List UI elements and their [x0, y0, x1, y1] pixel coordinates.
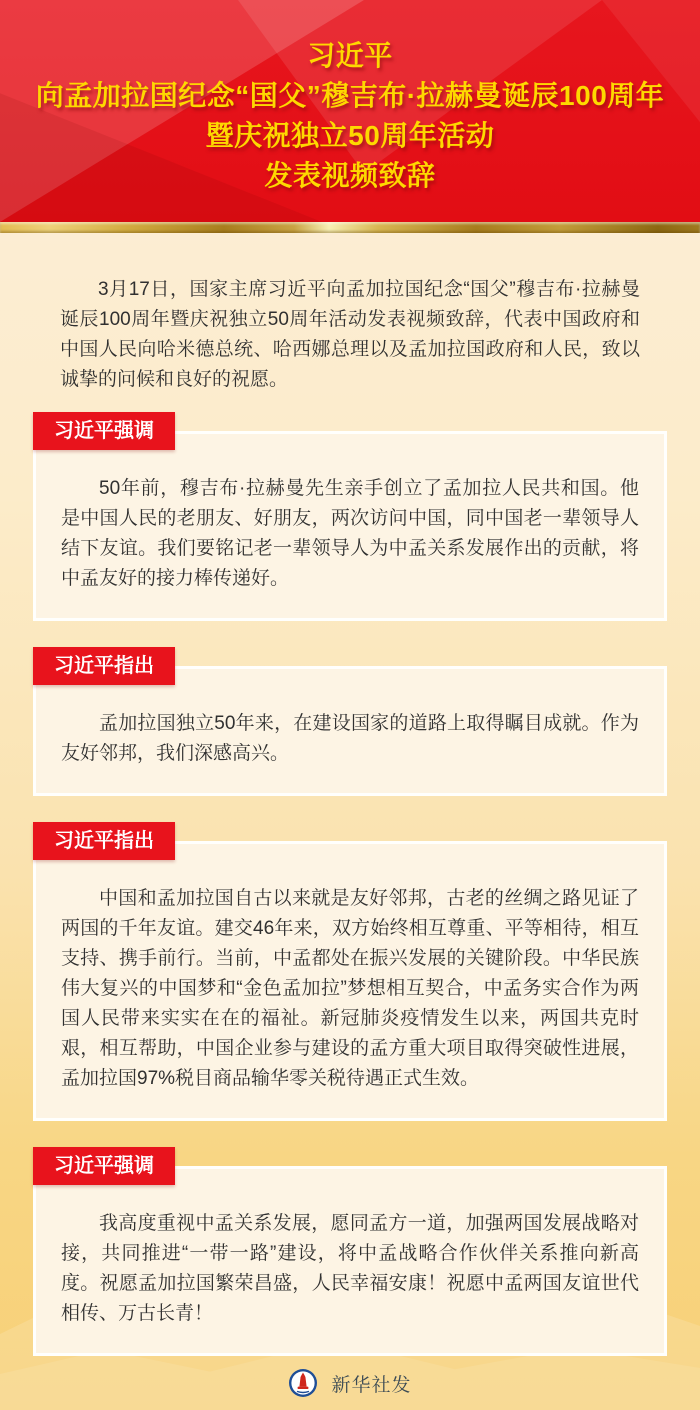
- section-label-badge: 习近平强调: [33, 412, 175, 450]
- quote-box: [33, 1166, 667, 1356]
- credit-text: 新华社发: [331, 1374, 412, 1396]
- section-label-badge: 习近平强调: [33, 1147, 175, 1185]
- section-label-badge: 习近平指出: [33, 647, 175, 685]
- intro-paragraph: 3月17日，国家主席习近平向孟加拉国纪念“国父”穆吉布·拉赫曼诞辰100周年暨庆祝独立50周年活动发表视频致辞，代表中国政府和中国人民向哈米德总统、哈西娜总理以及孟加拉国政府和人民，致以诚挚的问候和良好的祝愿。: [60, 279, 640, 390]
- title-line-1: 习近平: [307, 40, 393, 71]
- quote-text: 中国和孟加拉国自古以来就是友好邻邦，古老的丝绸之路见证了两国的千年友谊。建交46年来，双方始终相互尊重、平等相待，相互支持、携手前行。当前，中孟都处在振兴发展的关键阶段。中华民族伟大复兴的中国梦和“金色孟加拉”梦想相互契合，中孟务实合作为两国人民带来实实在在的福祉。新冠肺炎疫情发生以来，两国共克时艰，相互帮助，中国企业参与建设的孟方重大项目取得突破性进展，孟加拉国97%税目商品输华零关税待遇正式生效。: [61, 888, 639, 1089]
- title-line-2: 向孟加拉国纪念“国父”穆吉布·拉赫曼诞辰100周年: [35, 80, 665, 111]
- quote-text: 孟加拉国独立50年来，在建设国家的道路上取得瞩目成就。作为友好邻邦，我们深感高兴。: [61, 713, 639, 764]
- section-emphasize-1: [33, 412, 667, 621]
- quote-text: 50年前，穆吉布·拉赫曼先生亲手创立了孟加拉人民共和国。他是中国人民的老朋友、好朋友，两次访问中国，同中国老一辈领导人结下友谊。我们要铭记老一辈领导人为中孟关系发展作出的贡献，将中孟友好的接力棒传递好。: [61, 478, 639, 589]
- section-pointout-1: [33, 647, 667, 796]
- title-line-4: 发表视频致辞: [264, 160, 436, 191]
- article-body: [0, 275, 700, 1398]
- header-banner: [0, 0, 700, 222]
- quote-box: [33, 431, 667, 621]
- section-label-badge: 习近平指出: [33, 822, 175, 860]
- title-line-3: 暨庆祝独立50周年活动: [205, 120, 495, 151]
- section-pointout-2: [33, 822, 667, 1121]
- footer-credit: [0, 1368, 700, 1398]
- quote-box: [33, 841, 667, 1121]
- quote-box: [33, 666, 667, 796]
- page-title: [0, 0, 700, 196]
- section-emphasize-2: [33, 1147, 667, 1356]
- quote-text: 我高度重视中孟关系发展，愿同孟方一道，加强两国发展战略对接，共同推进“一带一路”建设，将中孟战略合作伙伴关系推向新高度。祝愿孟加拉国繁荣昌盛，人民幸福安康！祝愿中孟两国友谊世代相传、万古长青！: [61, 1213, 639, 1324]
- xinhua-logo-icon: [288, 1368, 318, 1398]
- gold-divider: [0, 222, 700, 233]
